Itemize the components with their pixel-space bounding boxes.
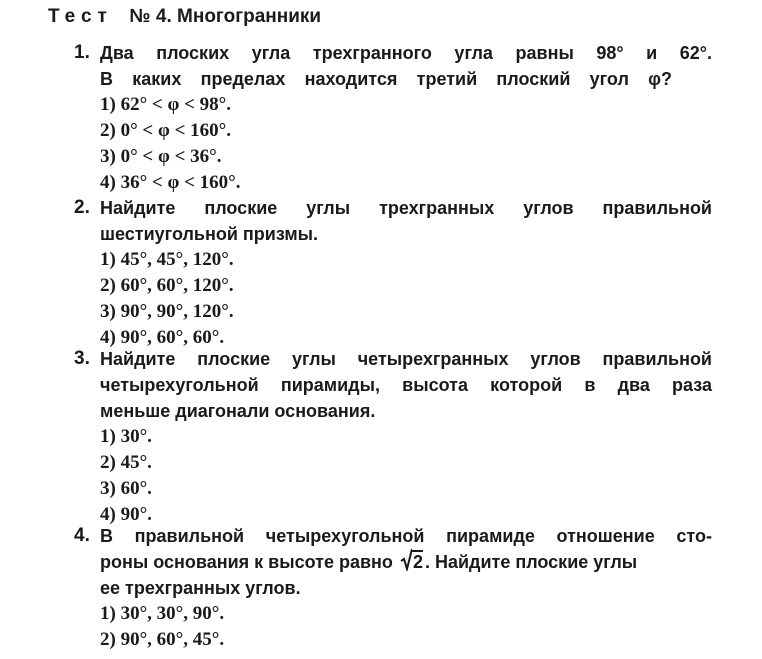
answer-option: 2) 60°, 60°, 120°. (100, 275, 234, 296)
question-text-line: ее трехгранных углов. (100, 578, 301, 598)
test-title-prefix: Тест (48, 6, 113, 27)
question-text-line: В правильной четырехугольной пирамиде отношение сто- (100, 526, 712, 546)
question-text-line: шестиугольной призмы. (100, 224, 319, 244)
question-number: 1. (74, 42, 90, 63)
answer-option: 2) 45°. (100, 452, 152, 473)
answer-option: 1) 30°. (100, 426, 152, 447)
question-text-part: . Найдите плоские углы (424, 552, 638, 572)
question-text-line: Найдите плоские углы четырехгранных углов правильной (100, 349, 712, 369)
answer-option: 1) 30°, 30°, 90°. (100, 603, 225, 624)
sqrt-icon (400, 547, 412, 571)
question-text-line: четырехугольной пирамиды, высота которой в два раза (100, 375, 712, 395)
test-number: № 4. (129, 6, 172, 27)
test-topic: Многогранники (177, 6, 322, 27)
answer-option: 3) 60°. (100, 478, 152, 499)
answer-option: 2) 90°, 60°, 45°. (100, 629, 225, 650)
question-text-line: В каких пределах находится третий плоский угол φ? (100, 69, 672, 89)
sqrt-argument: 2 (412, 552, 423, 572)
answer-option: 4) 36° < φ < 160°. (100, 172, 241, 193)
question-text-line: Два плоских угла трехгранного угла равны 98° и 62°. (100, 43, 712, 63)
question-number: 4. (74, 525, 90, 546)
question-number: 3. (74, 348, 90, 369)
question-text-line-with-sqrt (100, 549, 712, 575)
answer-option: 4) 90°, 60°, 60°. (100, 327, 225, 348)
answer-option: 1) 62° < φ < 98°. (100, 94, 232, 115)
answer-option: 2) 0° < φ < 160°. (100, 120, 232, 141)
answer-option: 3) 0° < φ < 36°. (100, 146, 222, 167)
question-text-line: меньше диагонали основания. (100, 401, 376, 421)
question-text-line: Найдите плоские углы трехгранных углов правильной (100, 198, 712, 218)
answer-option: 4) 90°. (100, 504, 152, 525)
answer-option: 3) 90°, 90°, 120°. (100, 301, 234, 322)
test-title (48, 4, 321, 30)
question-number: 2. (74, 197, 90, 218)
question-text-part: роны основания к высоте равно (100, 552, 393, 572)
sqrt-expression (400, 549, 423, 575)
answer-option: 1) 45°, 45°, 120°. (100, 249, 234, 270)
